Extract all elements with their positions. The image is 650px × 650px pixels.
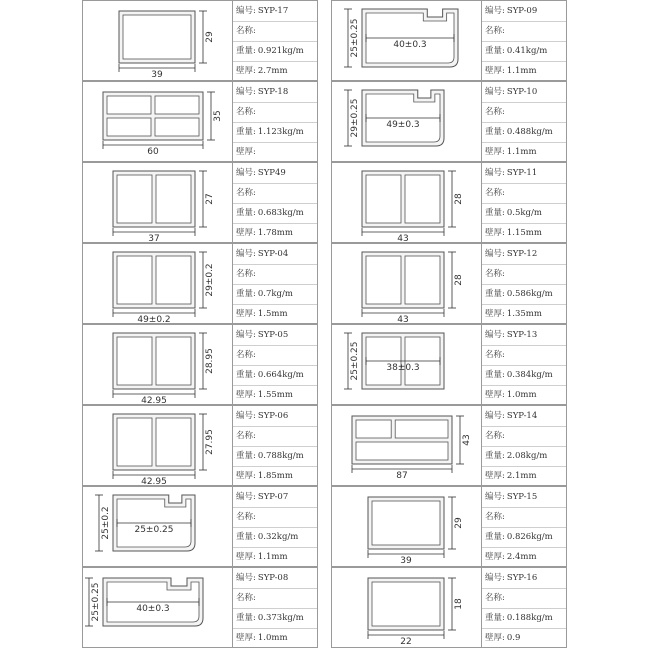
profile-name-label: 名称: [236,188,256,198]
profile-chamber [156,418,191,466]
profile-drawing [332,1,482,82]
profile-wall-thickness-label: 壁厚: [236,147,256,157]
height-dimension-label: 25±0.2 [101,506,111,540]
profile-drawing-cell [331,405,481,486]
width-dimension-label: 87 [396,471,408,481]
profile-info-cell [232,81,318,162]
profile-code-row [482,568,566,589]
width-dimension-label: 60 [147,147,159,157]
profile-info-cell [481,243,567,324]
profile-wall-thickness-row [233,628,317,648]
profile-wall-thickness-label: 壁厚: [485,228,505,238]
height-dimension-label: 28.95 [205,348,215,374]
profile-code-value: SYP-09 [506,6,538,16]
profile-wall-thickness-label: 壁厚: [485,147,505,157]
profile-weight-label: 重量: [236,451,256,461]
profile-weight-label: 重量: [236,127,256,137]
profile-code-row [482,82,566,103]
profile-drawing-cell [82,486,232,567]
profile-code-value: SYP-16 [506,573,538,583]
profile-code-row [233,82,317,103]
profile-drawing-cell [331,486,481,567]
profile-weight-value: 1.123kg/m [257,127,304,137]
profile-weight-label: 重量: [236,370,256,380]
profile-code-label: 编号: [485,168,505,178]
profile-chamber [372,501,440,545]
profile-wall-thickness-row [482,466,566,486]
height-dimension-label: 35 [213,110,223,122]
profile-name-label: 名称: [236,593,256,603]
profile-code-label: 编号: [236,87,256,97]
profile-code-value: SYP49 [257,168,286,178]
profile-cross-section [113,414,195,470]
width-dimension-label: 40±0.3 [136,604,170,614]
profile-weight-row [482,284,566,305]
profile-code-row [233,487,317,508]
width-dimension-label: 40±0.3 [393,40,427,50]
profile-info-cell [232,324,318,405]
width-dimension-label: 42.95 [141,477,167,487]
width-dimension-label: 43 [397,234,409,244]
profile-cross-section [352,416,452,464]
width-dimension-label: 49±0.2 [137,315,171,325]
profile-weight-label: 重量: [485,532,505,542]
profile-weight-value: 0.921kg/m [257,46,304,56]
profile-chamber [356,442,448,460]
profile-wall-thickness-value: 1.1mm [257,552,288,562]
profile-name-row [233,102,317,123]
profile-info-cell [481,0,567,81]
profile-info-cell [481,486,567,567]
profile-weight-row [482,122,566,143]
height-dimension-label: 29 [454,517,464,529]
width-dimension-label: 25±0.25 [134,525,174,535]
profile-drawing-cell [331,0,481,81]
profile-name-row [482,264,566,285]
profile-drawing-cell [331,567,481,648]
profile-weight-label: 重量: [236,289,256,299]
profile-code-value: SYP-08 [257,573,289,583]
profile-name-label: 名称: [485,350,505,360]
profile-weight-value: 0.7kg/m [257,289,293,299]
profile-info-cell [481,162,567,243]
profile-name-row [233,264,317,285]
profile-drawing [332,163,482,244]
profile-wall-thickness-value: 1.55mm [257,390,293,400]
profile-code-row [482,244,566,265]
profile-wall-thickness-row [233,142,317,162]
profile-drawing [83,406,233,487]
profile-wall-thickness-row [233,547,317,567]
profile-code-value: SYP-18 [257,87,289,97]
profile-name-label: 名称: [236,512,256,522]
profile-wall-thickness-label: 壁厚: [236,552,256,562]
profile-drawing [332,568,482,649]
profile-info-cell [232,162,318,243]
profile-code-label: 编号: [485,573,505,583]
height-dimension-label: 27 [205,193,215,205]
profile-name-row [482,102,566,123]
profile-cross-section [368,497,444,549]
profile-code-label: 编号: [236,168,256,178]
profile-weight-value: 0.788kg/m [257,451,304,461]
profile-code-value: SYP-04 [257,249,289,259]
profile-drawing-cell [82,567,232,648]
profile-info-cell [481,324,567,405]
profile-code-row [233,244,317,265]
profile-code-value: SYP-14 [506,411,538,421]
profile-code-row [233,325,317,346]
profile-code-value: SYP-17 [257,6,289,16]
profile-weight-row [233,527,317,548]
profile-cross-section [113,333,195,389]
profile-wall-thickness-row [233,223,317,243]
profile-wall-thickness-row [482,628,566,648]
profile-weight-value: 0.32kg/m [257,532,299,542]
profile-weight-value: 0.384kg/m [506,370,553,380]
profile-code-label: 编号: [236,6,256,16]
profile-weight-row [482,608,566,629]
profile-code-label: 编号: [236,573,256,583]
profile-code-value: SYP-06 [257,411,289,421]
profile-name-row [233,21,317,42]
profile-code-row [233,1,317,22]
profile-weight-value: 0.664kg/m [257,370,304,380]
profile-code-row [482,406,566,427]
profile-wall-thickness-label: 壁厚: [236,390,256,400]
profile-wall-thickness-label: 壁厚: [236,633,256,643]
profile-chamber [155,96,199,114]
profile-drawing [83,325,233,406]
profile-chamber [405,175,440,223]
profile-code-value: SYP-13 [506,330,538,340]
profile-info-cell [232,405,318,486]
profile-weight-label: 重量: [485,46,505,56]
profile-weight-label: 重量: [485,208,505,218]
profile-code-row [482,325,566,346]
profile-cross-section [362,252,444,308]
height-dimension-label: 43 [462,434,472,446]
profile-weight-label: 重量: [236,208,256,218]
profile-weight-label: 重量: [236,613,256,623]
profile-wall-thickness-label: 壁厚: [485,633,505,643]
profile-wall-thickness-value: 1.85mm [257,471,293,481]
profile-info-cell [481,81,567,162]
profile-drawing [83,163,233,244]
profile-wall-thickness-label: 壁厚: [485,390,505,400]
height-dimension-label: 25±0.25 [91,582,101,622]
width-dimension-label: 39 [151,70,163,80]
profile-code-label: 编号: [485,6,505,16]
profile-name-label: 名称: [236,26,256,36]
profile-wall-thickness-label: 壁厚: [236,228,256,238]
profile-drawing-cell [82,324,232,405]
profile-code-label: 编号: [236,492,256,502]
profile-code-row [482,163,566,184]
profile-name-label: 名称: [485,107,505,117]
profile-weight-label: 重量: [485,127,505,137]
profile-drawing-cell [331,243,481,324]
profile-info-cell [232,486,318,567]
profile-cross-section [103,92,203,140]
profile-wall-thickness-label: 壁厚: [485,309,505,319]
width-dimension-label: 37 [148,234,160,244]
profile-name-label: 名称: [485,188,505,198]
profile-weight-row [482,365,566,386]
profile-drawing-cell [82,243,232,324]
profile-wall-thickness-row [482,223,566,243]
profile-wall-thickness-row [233,304,317,324]
profile-weight-value: 2.08kg/m [506,451,548,461]
profile-weight-label: 重量: [485,370,505,380]
profile-chamber [117,256,152,304]
profile-name-label: 名称: [485,26,505,36]
profile-chamber [156,337,191,385]
profile-weight-value: 0.41kg/m [506,46,548,56]
profile-weight-value: 0.373kg/m [257,613,304,623]
profile-weight-row [482,527,566,548]
profile-code-value: SYP-07 [257,492,289,502]
profile-code-label: 编号: [485,330,505,340]
height-dimension-label: 29 [205,31,215,43]
profile-chamber [366,256,401,304]
height-dimension-label: 28 [454,274,464,286]
profile-name-row [482,588,566,609]
profile-name-label: 名称: [236,431,256,441]
profile-weight-value: 0.586kg/m [506,289,553,299]
profile-code-row [233,568,317,589]
height-dimension-label: 25±0.25 [350,18,360,58]
height-dimension-label: 27.95 [205,429,215,455]
profile-code-value: SYP-12 [506,249,538,259]
profile-drawing-cell [331,81,481,162]
profile-drawing [332,244,482,325]
profile-wall-thickness-label: 壁厚: [485,471,505,481]
profile-name-label: 名称: [485,269,505,279]
profile-info-cell [232,243,318,324]
profile-cross-section [113,252,195,308]
profile-drawing [83,244,233,325]
profile-wall-thickness-row [482,61,566,81]
profile-code-label: 编号: [236,249,256,259]
profile-name-row [233,183,317,204]
profile-wall-thickness-label: 壁厚: [236,471,256,481]
profile-code-value: SYP-15 [506,492,538,502]
profile-wall-thickness-row [233,61,317,81]
profile-name-label: 名称: [485,593,505,603]
profile-info-cell [481,567,567,648]
profile-code-label: 编号: [485,87,505,97]
height-dimension-label: 29±0.2 [205,263,215,297]
profile-weight-row [233,365,317,386]
profile-drawing-cell [82,405,232,486]
profile-name-row [482,507,566,528]
profile-cross-section [113,171,195,227]
width-dimension-label: 38±0.3 [386,363,420,373]
height-dimension-label: 18 [454,598,464,610]
profile-weight-row [233,608,317,629]
profile-weight-label: 重量: [485,613,505,623]
profile-weight-row [482,41,566,62]
profile-drawing [83,487,233,568]
profile-drawing-cell [82,162,232,243]
profile-info-cell [232,0,318,81]
profile-chamber [156,256,191,304]
profile-weight-value: 0.188kg/m [506,613,553,623]
profile-wall-thickness-value: 1.1mm [506,66,537,76]
profile-drawing [332,487,482,568]
profile-name-row [233,345,317,366]
profile-code-label: 编号: [236,411,256,421]
profile-wall-thickness-row [482,547,566,567]
profile-drawing-cell [82,81,232,162]
profile-drawing-cell [82,0,232,81]
profile-info-cell [481,405,567,486]
profile-wall-thickness-value: 2.7mm [257,66,288,76]
profile-drawing-cell [331,162,481,243]
profile-cross-section [362,171,444,227]
profile-wall-thickness-value: 1.5mm [257,309,288,319]
profile-chamber [372,582,440,626]
width-dimension-label: 43 [397,315,409,325]
profile-chamber [405,256,440,304]
profile-name-label: 名称: [236,350,256,360]
profile-code-label: 编号: [485,492,505,502]
profile-weight-row [233,41,317,62]
profile-drawing [332,82,482,163]
profile-chamber [155,118,199,136]
profile-drawing [332,325,482,406]
profile-wall-thickness-row [233,466,317,486]
profile-weight-row [233,446,317,467]
profile-info-cell [232,567,318,648]
profile-wall-thickness-value: 0.9 [506,633,521,643]
profile-name-row [482,345,566,366]
profile-wall-thickness-label: 壁厚: [485,552,505,562]
profile-drawing [83,82,233,163]
profile-wall-thickness-value: 1.0mm [257,633,288,643]
profile-wall-thickness-label: 壁厚: [485,66,505,76]
profile-chamber [107,96,151,114]
profile-chamber [123,15,191,59]
profile-code-label: 编号: [485,411,505,421]
profile-code-row [233,406,317,427]
profile-wall-thickness-value: 1.0mm [506,390,537,400]
profile-chamber [356,420,391,438]
profile-chamber [117,337,152,385]
profile-name-label: 名称: [485,431,505,441]
profile-wall-thickness-row [482,142,566,162]
height-dimension-label: 25±0.25 [350,341,360,381]
profile-chamber [366,175,401,223]
profile-weight-value: 0.683kg/m [257,208,304,218]
profile-weight-value: 0.5kg/m [506,208,542,218]
profile-weight-row [233,203,317,224]
profile-name-label: 名称: [485,512,505,522]
profile-drawing [332,406,482,487]
profile-wall-thickness-value: 1.1mm [506,147,537,157]
profile-code-value: SYP-10 [506,87,538,97]
profile-chamber [107,118,151,136]
profile-weight-row [233,284,317,305]
profile-weight-label: 重量: [485,289,505,299]
profile-code-row [233,163,317,184]
profile-cross-section [119,11,195,63]
profile-drawing-cell [331,324,481,405]
height-dimension-label: 29±0.25 [350,98,360,138]
profile-wall-thickness-row [482,385,566,405]
profile-drawing [83,1,233,82]
profile-wall-thickness-row [482,304,566,324]
profile-chamber [117,418,152,466]
width-dimension-label: 39 [400,556,412,566]
profile-cross-section [368,578,444,630]
width-dimension-label: 22 [400,637,412,647]
profile-name-row [233,588,317,609]
profile-code-label: 编号: [485,249,505,259]
profile-wall-thickness-row [233,385,317,405]
profile-name-row [482,183,566,204]
profile-code-row [482,1,566,22]
profile-chamber [395,420,448,438]
width-dimension-label: 42.95 [141,396,167,406]
profile-drawing [83,568,233,649]
height-dimension-label: 28 [454,193,464,205]
profile-weight-value: 0.826kg/m [506,532,553,542]
profile-weight-row [482,446,566,467]
profile-wall-thickness-value: 1.78mm [257,228,293,238]
profile-wall-thickness-value: 2.4mm [506,552,537,562]
profile-code-label: 编号: [236,330,256,340]
profile-name-label: 名称: [236,107,256,117]
profile-weight-label: 重量: [236,532,256,542]
profile-code-row [482,487,566,508]
profile-code-value: SYP-05 [257,330,289,340]
profile-chamber [156,175,191,223]
profile-weight-row [482,203,566,224]
profile-code-value: SYP-11 [506,168,538,178]
profile-wall-thickness-value: 1.35mm [506,309,542,319]
profile-weight-value: 0.488kg/m [506,127,553,137]
profile-weight-label: 重量: [236,46,256,56]
profile-weight-label: 重量: [485,451,505,461]
profile-name-row [233,426,317,447]
profile-weight-row [233,122,317,143]
profile-wall-thickness-value: 1.15mm [506,228,542,238]
profile-name-row [482,21,566,42]
profile-name-row [233,507,317,528]
profile-wall-thickness-label: 壁厚: [236,66,256,76]
width-dimension-label: 49±0.3 [386,120,420,130]
profile-chamber [117,175,152,223]
profile-name-label: 名称: [236,269,256,279]
profile-wall-thickness-value: 2.1mm [506,471,537,481]
profile-name-row [482,426,566,447]
profile-wall-thickness-label: 壁厚: [236,309,256,319]
